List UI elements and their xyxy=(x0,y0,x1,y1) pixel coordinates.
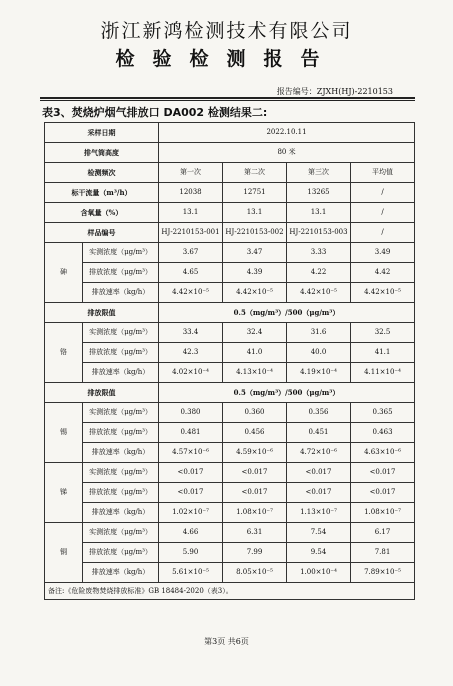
table-cell: 33.4 xyxy=(159,323,223,343)
table-cell: 40.0 xyxy=(287,343,351,363)
row-label: 排放浓度（μg/m³） xyxy=(83,423,159,443)
table-cell: 4.72×10⁻⁶ xyxy=(287,443,351,463)
table-cell: / xyxy=(351,183,415,203)
table-cell: HJ-2210153-002 xyxy=(223,223,287,243)
table-cell: <0.017 xyxy=(159,463,223,483)
table-row xyxy=(45,403,415,423)
row-label: 排放速率（kg/h） xyxy=(83,563,159,583)
table-cell: 13.1 xyxy=(223,203,287,223)
table-cell: 4.42×10⁻⁵ xyxy=(287,283,351,303)
table-cell: 4.02×10⁻⁴ xyxy=(159,363,223,383)
group-name: 锑 xyxy=(45,463,83,523)
table-cell: 42.3 xyxy=(159,343,223,363)
sample-date-label: 采样日期 xyxy=(45,123,159,143)
group-name: 锡 xyxy=(45,403,83,463)
table-cell: 4.59×10⁻⁶ xyxy=(223,443,287,463)
table-cell: 7.54 xyxy=(287,523,351,543)
table-cell: 1.08×10⁻⁷ xyxy=(223,503,287,523)
page-footer: 第3页 共6页 xyxy=(204,637,249,646)
table-cell: 3.47 xyxy=(223,243,287,263)
table-cell: 4.42 xyxy=(351,263,415,283)
table-cell: / xyxy=(351,223,415,243)
table-cell: 4.42×10⁻⁵ xyxy=(351,283,415,303)
table-row xyxy=(45,343,415,363)
table-cell: 13265 xyxy=(287,183,351,203)
limit-label: 排放限值 xyxy=(45,383,159,403)
table-cell: 4.11×10⁻⁴ xyxy=(351,363,415,383)
table-cell: <0.017 xyxy=(223,483,287,503)
table-cell: 7.81 xyxy=(351,543,415,563)
table-cell: 1.08×10⁻⁷ xyxy=(351,503,415,523)
table-cell: 0.481 xyxy=(159,423,223,443)
table-cell: 0.380 xyxy=(159,403,223,423)
table-cell: 3.67 xyxy=(159,243,223,263)
table-row xyxy=(45,523,415,543)
limit-value: 0.5（mg/m³）/500（μg/m³） xyxy=(159,303,415,323)
table-cell: 5.61×10⁻⁵ xyxy=(159,563,223,583)
table-row xyxy=(45,423,415,443)
table-row xyxy=(45,383,415,403)
table-cell: 32.4 xyxy=(223,323,287,343)
table-row xyxy=(45,143,415,163)
col-header: 第二次 xyxy=(223,163,287,183)
limit-label: 排放限值 xyxy=(45,303,159,323)
group-name: 铜 xyxy=(45,523,83,583)
group-name: 砷 xyxy=(45,243,83,303)
header-rule-thin xyxy=(40,100,415,101)
table-cell: <0.017 xyxy=(223,463,287,483)
oxygen-label: 含氧量（%） xyxy=(45,203,159,223)
table-row xyxy=(45,543,415,563)
results-table xyxy=(44,122,415,600)
table-cell: 0.360 xyxy=(223,403,287,423)
row-label: 排放浓度（μg/m³） xyxy=(83,263,159,283)
row-label: 排放浓度（μg/m³） xyxy=(83,543,159,563)
table-cell: 3.49 xyxy=(351,243,415,263)
table-cell: 4.57×10⁻⁶ xyxy=(159,443,223,463)
table-cell: 13.1 xyxy=(159,203,223,223)
table-row xyxy=(45,183,415,203)
table-cell: 41.0 xyxy=(223,343,287,363)
table-cell: 4.42×10⁻⁵ xyxy=(223,283,287,303)
table-row xyxy=(45,303,415,323)
row-label: 排放浓度（μg/m³） xyxy=(83,343,159,363)
sample-date-value: 2022.10.11 xyxy=(159,123,415,143)
table-row xyxy=(45,483,415,503)
flow-label: 标干流量（m³/h） xyxy=(45,183,159,203)
header-rule xyxy=(40,97,415,99)
row-label: 排放速率（kg/h） xyxy=(83,363,159,383)
report-number: 报告编号：ZJXH(HJ)-2210153 xyxy=(276,87,393,96)
table-cell: 4.63×10⁻⁶ xyxy=(351,443,415,463)
table-cell: HJ-2210153-001 xyxy=(159,223,223,243)
table-cell: 4.42×10⁻⁵ xyxy=(159,283,223,303)
sample-no-label: 样品编号 xyxy=(45,223,159,243)
table-cell: 4.19×10⁻⁴ xyxy=(287,363,351,383)
table-cell: 6.17 xyxy=(351,523,415,543)
table-cell: 4.13×10⁻⁴ xyxy=(223,363,287,383)
table-cell: 0.365 xyxy=(351,403,415,423)
table-row xyxy=(45,563,415,583)
table-cell: / xyxy=(351,203,415,223)
col-header: 第三次 xyxy=(287,163,351,183)
row-label: 实测浓度（μg/m³） xyxy=(83,523,159,543)
table-cell: 0.356 xyxy=(287,403,351,423)
table-row xyxy=(45,163,415,183)
table-cell: 1.00×10⁻⁴ xyxy=(287,563,351,583)
table-cell: 6.31 xyxy=(223,523,287,543)
table-cell: HJ-2210153-003 xyxy=(287,223,351,243)
table-row xyxy=(45,363,415,383)
table-cell: 7.99 xyxy=(223,543,287,563)
table-row xyxy=(45,323,415,343)
group-name: 铬 xyxy=(45,323,83,383)
table-cell: <0.017 xyxy=(287,483,351,503)
table-row xyxy=(45,243,415,263)
table-cell: 5.90 xyxy=(159,543,223,563)
table-cell: 9.54 xyxy=(287,543,351,563)
row-label: 实测浓度（μg/m³） xyxy=(83,243,159,263)
table-row xyxy=(45,583,415,600)
table-cell: 13.1 xyxy=(287,203,351,223)
table-cell: 1.02×10⁻⁷ xyxy=(159,503,223,523)
freq-label: 检测频次 xyxy=(45,163,159,183)
stack-height-label: 排气筒高度 xyxy=(45,143,159,163)
row-label: 实测浓度（μg/m³） xyxy=(83,463,159,483)
table-cell: 12038 xyxy=(159,183,223,203)
row-label: 实测浓度（μg/m³） xyxy=(83,403,159,423)
table-cell: 4.65 xyxy=(159,263,223,283)
table-cell: 7.89×10⁻⁵ xyxy=(351,563,415,583)
table-cell: 12751 xyxy=(223,183,287,203)
col-header: 第一次 xyxy=(159,163,223,183)
stack-height-value: 80 米 xyxy=(159,143,415,163)
row-label: 排放浓度（μg/m³） xyxy=(83,483,159,503)
row-label: 排放速率（kg/h） xyxy=(83,503,159,523)
row-label: 排放速率（kg/h） xyxy=(83,283,159,303)
table-row xyxy=(45,203,415,223)
table-row xyxy=(45,463,415,483)
table-cell: 1.13×10⁻⁷ xyxy=(287,503,351,523)
table-cell: 4.22 xyxy=(287,263,351,283)
company-name: 浙江新鸿检测技术有限公司 xyxy=(100,20,353,42)
table-cell: 4.39 xyxy=(223,263,287,283)
table-cell: 4.66 xyxy=(159,523,223,543)
table-cell: 31.6 xyxy=(287,323,351,343)
table-cell: 32.5 xyxy=(351,323,415,343)
table-cell: 3.33 xyxy=(287,243,351,263)
limit-value: 0.5（mg/m³）/500（μg/m³） xyxy=(159,383,415,403)
col-header: 平均值 xyxy=(351,163,415,183)
table-cell: 8.05×10⁻⁵ xyxy=(223,563,287,583)
table-row xyxy=(45,263,415,283)
table-cell: 0.456 xyxy=(223,423,287,443)
table-cell: 0.451 xyxy=(287,423,351,443)
table-row xyxy=(45,123,415,143)
table-cell: <0.017 xyxy=(287,463,351,483)
row-label: 实测浓度（μg/m³） xyxy=(83,323,159,343)
document-title: 检验检测报告 xyxy=(115,48,338,70)
table-row xyxy=(45,223,415,243)
table-cell: <0.017 xyxy=(351,463,415,483)
table-row xyxy=(45,503,415,523)
table-cell: 0.463 xyxy=(351,423,415,443)
table-title: 表3、焚烧炉烟气排放口 DA002 检测结果二: xyxy=(42,106,268,119)
table-cell: 41.1 xyxy=(351,343,415,363)
table-row xyxy=(45,283,415,303)
row-label: 排放速率（kg/h） xyxy=(83,443,159,463)
table-cell: <0.017 xyxy=(159,483,223,503)
table-row xyxy=(45,443,415,463)
table-note: 备注:《危险废物焚烧排放标准》GB 18484-2020（表3）。 xyxy=(45,583,415,600)
table-cell: <0.017 xyxy=(351,483,415,503)
